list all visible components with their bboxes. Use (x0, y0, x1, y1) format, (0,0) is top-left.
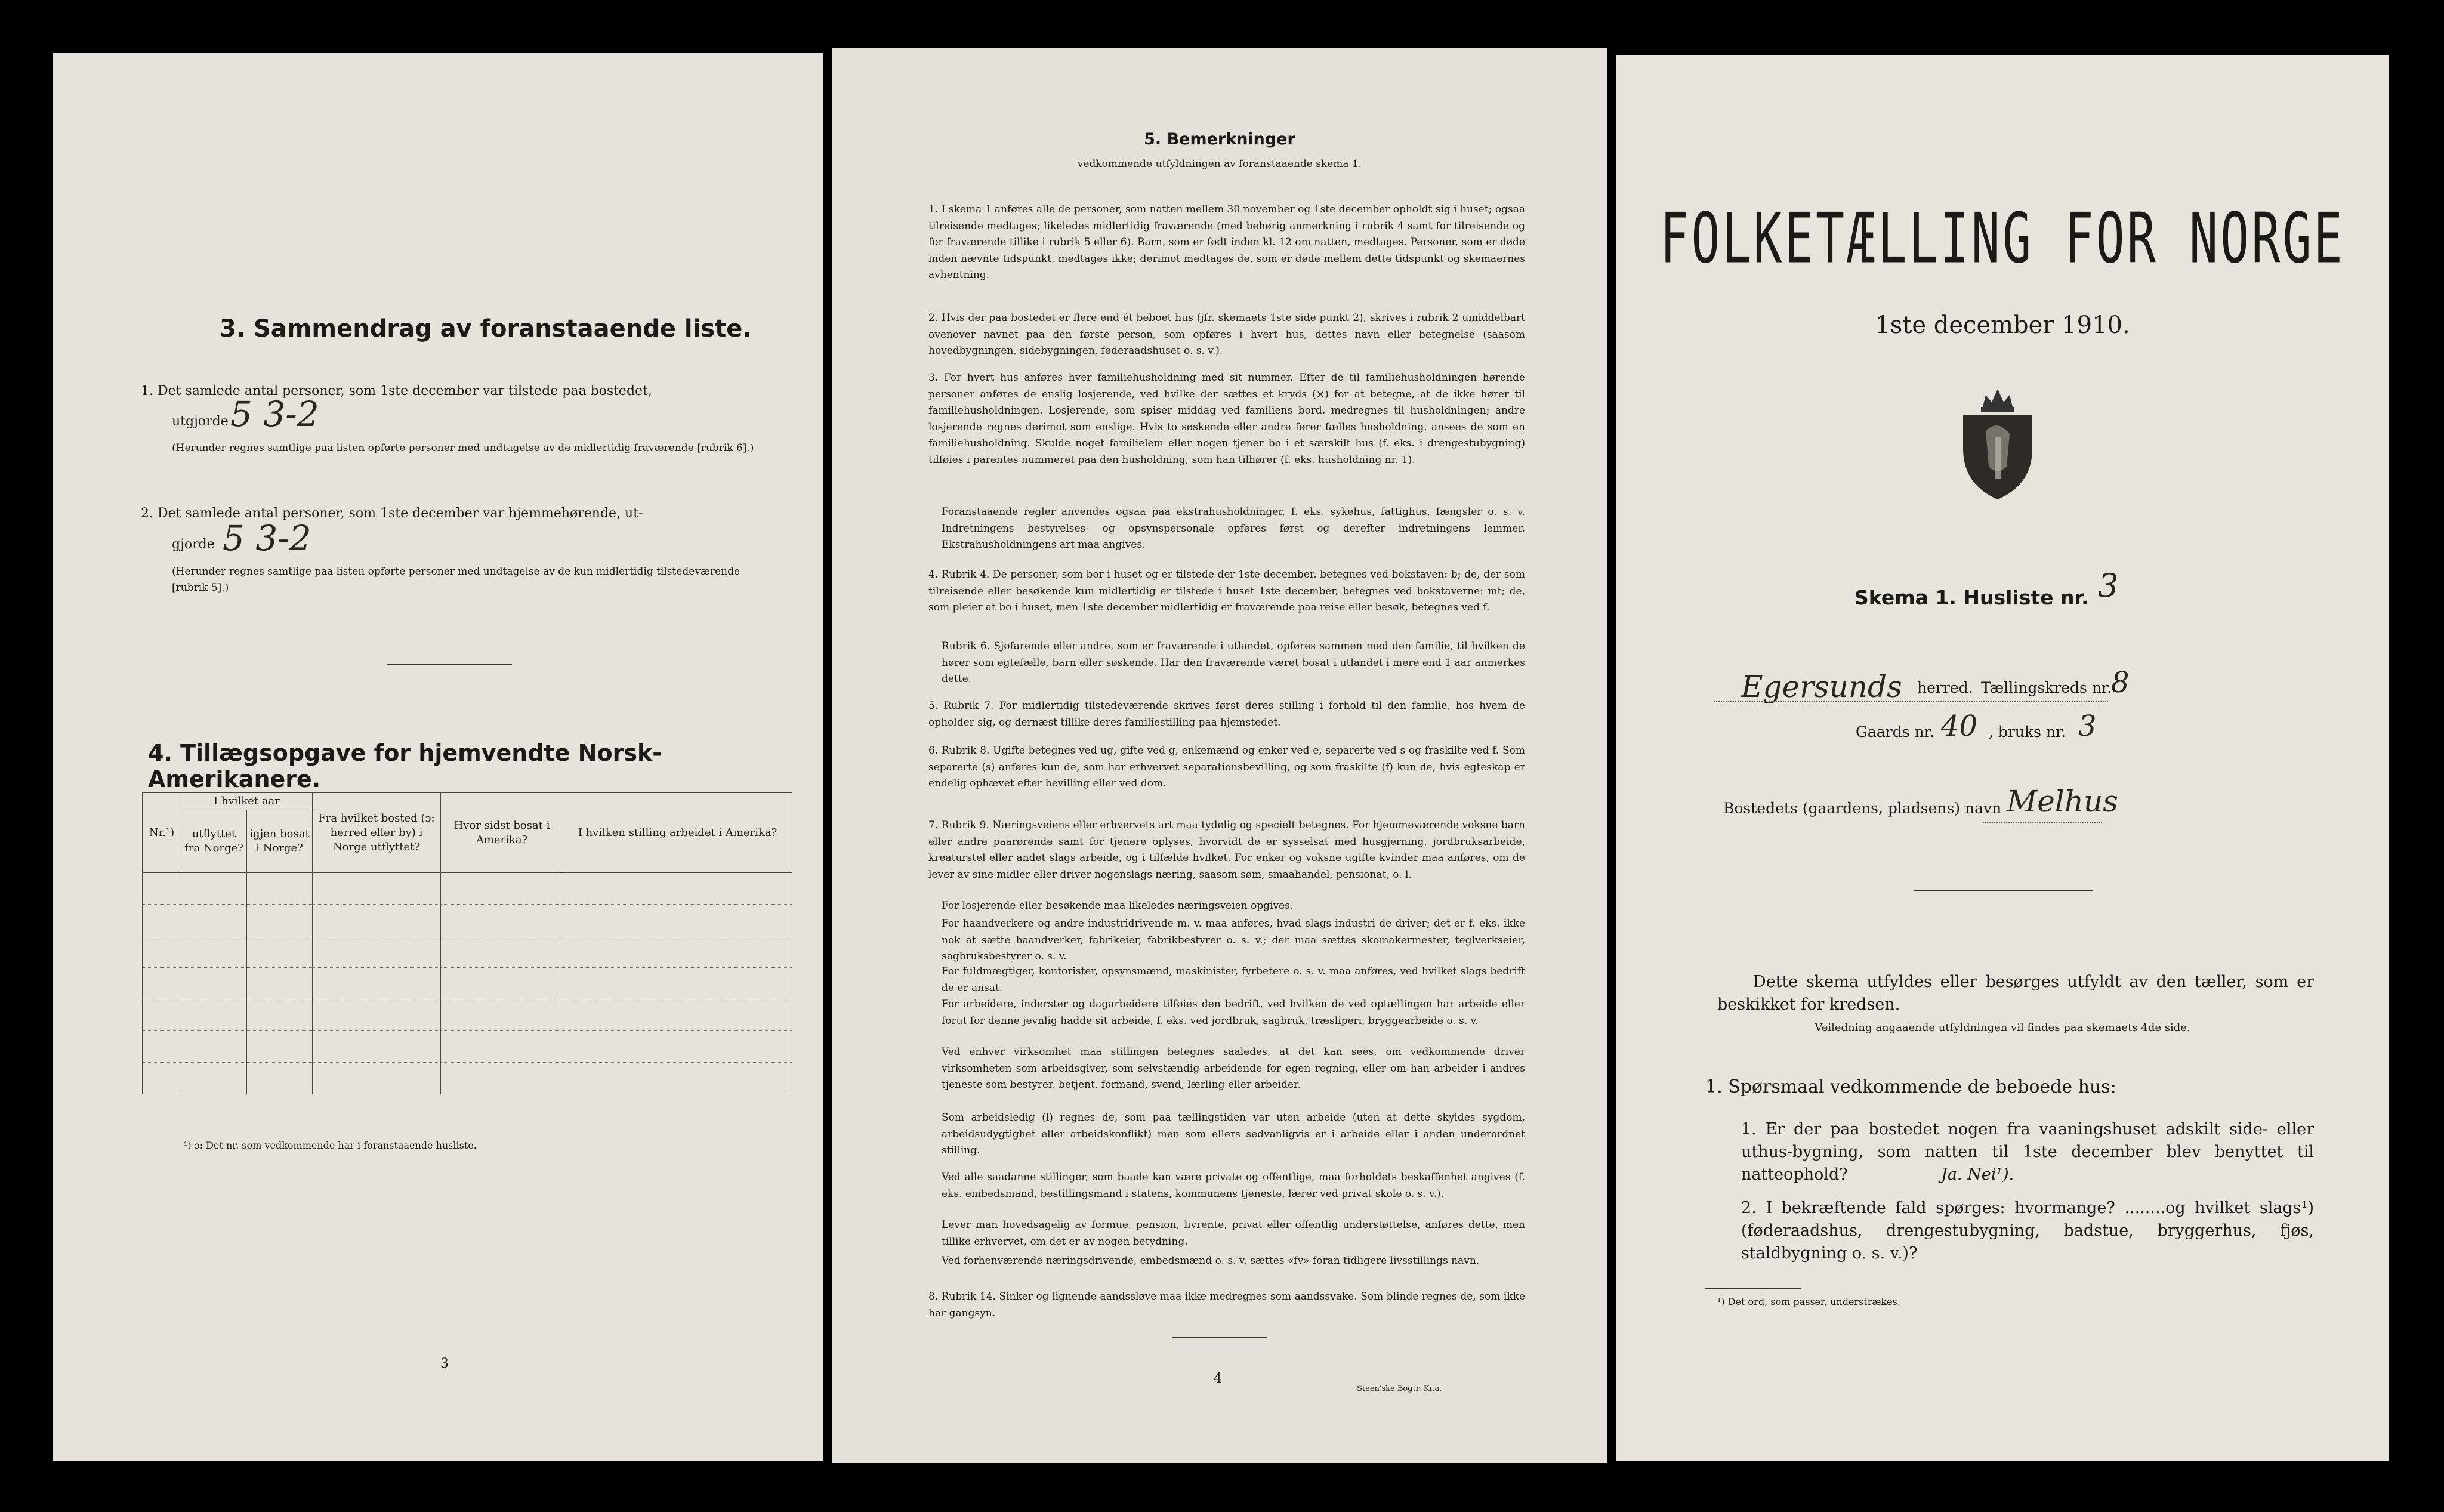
remark-7d: For fuldmægtiger, kontorister, opsynsmænd, maskinister, fyrbetere o. s. v. maa anføres, ved hvilket slags bedrift de er ansat. (942, 965, 1525, 994)
col-nr: Nr.¹) (143, 793, 181, 873)
divider (1172, 1337, 1267, 1338)
question-1: 1. Er der paa bostedet nogen fra vaaningshuset adskilt side- eller uthus-bygning, som natten til 1ste december blev benyttet til natteophold? (1741, 1120, 2314, 1184)
table-row (143, 905, 792, 936)
col-utflyttet: utflyttet fra Norge? (181, 810, 247, 873)
item2-value: 5 3-2 (223, 518, 311, 558)
item2-label: gjorde (172, 537, 215, 552)
remark-7j: Ved forhenværende næringsdrivende, embedsmænd o. s. v. sættes «fv» foran tidligere livsstillings navn. (942, 1255, 1480, 1267)
norway-coat-of-arms-icon (1950, 377, 2045, 502)
col-stilling: I hvilken stilling arbeidet i Amerika? (563, 793, 792, 873)
gaards-nr: 40 (1941, 709, 1978, 743)
remark-4b: Rubrik 6. Sjøfarende eller andre, som er fraværende i utlandet, opføres sammen med den familie, til hvilken de hører som egtefælle, barn eller søskende. Har den fraværende været bosat i utlandet i mere end 1 aar anmerkes dette. (942, 640, 1525, 685)
remarks-subtitle: vedkommende utfyldningen av foranstaaende skema 1. (1077, 158, 1362, 170)
item1-note: (Herunder regnes samtlige paa listen opførte personer med undtagelse av de midlertidig fraværende [rubrik 6].) (172, 442, 754, 454)
footnote: ¹) Det ord, som passer, understrækes. (1717, 1296, 1900, 1307)
item2-note: (Herunder regnes samtlige paa listen opførte personer med undtagelse av de kun midlertidig tilstedeværende [rubrik 5].) (172, 566, 740, 594)
section3-title: 3. Sammendrag av foranstaaende liste. (220, 315, 752, 342)
table-row (143, 999, 792, 1031)
bosted-value: Melhus (2007, 784, 2118, 819)
remark-7e: For arbeidere, inderster og dagarbeidere tilføies den bedrift, ved hvilken de ved optællingen har arbeide eller forut for denne jevnlig hadde sit arbeide, f. eks. ved jordbruk, sagbruk, træsliperi, bryggearbeide o. s. v. (942, 998, 1525, 1027)
bruks-nr: 3 (2078, 709, 2097, 743)
bosted-dotted-line (1983, 822, 2102, 823)
remark-5: 5. Rubrik 7. For midlertidig tilstedeværende skrives først deres stilling i forhold til den familie, hos hvem de opholder sig, og dernæst tillike deres familiestilling paa hjemstedet. (928, 700, 1525, 729)
remark-7c: For haandverkere og andre industridrivende m. v. maa anføres, hvad slags industri de driver; det er f. eks. ikke nok at sætte haandverker, fabrikeier, fabrikbestyrer o. s. v.; der maa sættes skomakermester, teglverkseier, sagbruksbestyrer o. s. v. (942, 918, 1525, 962)
gaards-label: Gaards nr. (1856, 723, 1934, 740)
col-bosat: igjen bosat i Norge? (247, 810, 313, 873)
item1-value: 5 3-2 (230, 394, 319, 434)
intro-note: Veiledning angaaende utfyldningen vil findes paa skemaets 4de side. (1815, 1022, 2190, 1034)
remark-7g: Som arbeidsledig (l) regnes de, som paa tællingstiden var uten arbeide (uten at dette skyldes sygdom, arbeidsudygtighet eller arbeidskonflikt) men som ellers sedvanligvis er i arbeide eller i anden underordnet stilling. (942, 1112, 1525, 1156)
husliste-nr: 3 (2098, 567, 2119, 604)
ornament-divider (1914, 890, 2093, 891)
page-left (53, 53, 823, 1461)
divider (387, 664, 512, 665)
remark-2: 2. Hvis der paa bostedet er flere end ét beboet hus (jfr. skemaets 1ste side punkt 2), skrives i rubrik 2 umiddelbart ovenover navnet paa den første person, som opføres i hvert hus, dettes navn eller betegnelse (saasom hovedbygningen, sidebygningen, føderaadshuset o. s. v.). (928, 312, 1525, 357)
remark-1: 1. I skema 1 anføres alle de personer, som natten mellem 30 november og 1ste december opholdt sig i huset; ogsaa tilreisende medtages; likeledes midlertidig fraværende (med behørig anmerkning i rubrik 4 samt for tilreisende og for fraværende tillike i rubrik 5 eller 6). Barn, som er født inden kl. 12 om natten, medtages. Personer, som er døde inden nævnte tidspunkt, medtages ikke; derimot medtages de, som er døde mellem dette tidspunkt og skemaernes avhentning. (928, 203, 1525, 281)
item2-text: 2. Det samlede antal personer, som 1ste december var hjemmehørende, ut- (141, 506, 643, 521)
footnote-divider (1705, 1288, 1801, 1289)
census-date: 1ste december 1910. (1875, 311, 2130, 339)
page-number: 3 (440, 1356, 449, 1371)
remark-6: 6. Rubrik 8. Ugifte betegnes ved ug, gifte ved g, enkemænd og enker ved e, separerte ved s og fraskilte ved f. Som separerte (s) anføres kun de, som har erhvervet separationsbevilling, og som fraskilte (f) kun de, hvis egteskap er endelig ophævet efter bevilling eller ved dom. (928, 745, 1525, 789)
remark-7: 7. Rubrik 9. Næringsveiens eller erhvervets art maa tydelig og specielt betegnes. For hjemmeværende voksne barn eller andre paarørende samt for tjenere oplyses, hvorvidt de er sysselsat med husgjerning, jordbruksarbeide, kreaturstel eller andet slags arbeide, og i tilfælde hvilket. For enker og voksne ugifte kvinder maa anføres, om de lever av sine midler eller driver nogenslags næring, saasom søm, smaahandel, pensionat, o. l. (928, 819, 1525, 881)
remark-7h: Ved alle saadanne stillinger, som baade kan være private og offentlige, maa forholdets beskaffenhet angives (f. eks. embedsmand, bestillingsmand i statens, kommunens tjeneste, lærer ved privat skole o. s. v.). (942, 1171, 1525, 1200)
table-footnote: ¹) ᴐ: Det nr. som vedkommende har i foranstaaende husliste. (184, 1140, 477, 1151)
table-row (143, 936, 792, 968)
remarks-title: 5. Bemerkninger (1144, 130, 1295, 149)
page-middle (832, 48, 1607, 1463)
col-hvilket-aar: I hvilket aar (181, 793, 313, 810)
col-fra-hvilket: Fra hvilket bosted (ᴐ: herred eller by) i Norge utflyttet? (313, 793, 441, 873)
main-title: FOLKETÆLLING FOR NORGE (1660, 198, 2345, 279)
herred-dotted-line (1714, 701, 2108, 703)
printer-mark: Steen'ske Bogtr. Kr.a. (1357, 1384, 1442, 1393)
remark-8: 8. Rubrik 14. Sinker og lignende aandssløve maa ikke medregnes som aandssvake. Som blinde regnes de, som ikke har gangsyn. (928, 1291, 1525, 1319)
herred-label: herred. (1917, 679, 1973, 696)
bruks-label: , bruks nr. (1989, 723, 2066, 740)
item1-label: utgjorde (172, 414, 229, 429)
herred-value: Egersunds (1741, 669, 1902, 704)
kreds-label: Tællingskreds nr. (1981, 679, 2112, 696)
question-2: 2. I bekræftende fald spørges: hvormange? ........og hvilket slags¹) (føderaadshus, drengestubygning, badstue, bryggerhus, fjøs, staldbygning o. s. v.)? (1741, 1199, 2314, 1263)
intro-text: Dette skema utfyldes eller besørges utfyldt av den tæller, som er beskikket for kredsen. (1717, 973, 2314, 1014)
table-row (143, 968, 792, 999)
questions-heading: 1. Spørsmaal vedkommende de beboede hus: (1705, 1076, 2116, 1097)
page-number: 4 (1214, 1371, 1222, 1386)
page-right (1616, 55, 2389, 1461)
remark-7b: For losjerende eller besøkende maa likeledes næringsveien opgives. (942, 900, 1294, 912)
question-1-answer: Ja. Nei¹). (1941, 1165, 2014, 1184)
remark-7i: Lever man hovedsagelig av formue, pension, livrente, privat eller offentlig understøttelse, anføres dette, men tillike erhvervet, om det er av nogen betydning. (942, 1219, 1525, 1248)
norsk-amerikanere-table (142, 792, 792, 1094)
section4-title: 4. Tillægsopgave for hjemvendte Norsk-Amerikanere. (148, 740, 662, 792)
bosted-label: Bostedets (gaardens, pladsens) navn (1723, 800, 2002, 817)
table-row (143, 873, 792, 905)
remark-3b: Foranstaaende regler anvendes ogsaa paa ekstrahusholdninger, f. eks. sykehus, fattighus, fængsler o. s. v. Indretningens bestyrelses- og opsynspersonale opføres først og derefter indretningens lemmer. Ekstrahusholdningens art maa angives. (942, 506, 1525, 551)
table-row (143, 1031, 792, 1063)
remark-3: 3. For hvert hus anføres hver familiehusholdning med sit nummer. Efter de til familiehusholdningen hørende personer anføres de enslig losjerende, ved hvilke der sættes et kryds (×) for at betegne, at de ikke hører til familiehusholdningen. Losjerende, som spiser middag ved familiens bord, medregnes til husholdningen; andre losjerende regnes derimot som enslige. Hvis to søskende eller andre fører fælles husholdning, ansees de som en familiehusholdning. Skulde noget familielem eller nogen tjener bo i et særskilt hus (f. eks. i drengestubygning) tilføies i parentes nummeret paa den husholdning, som han tilhører (f. eks. husholdning nr. 1). (928, 372, 1525, 466)
remark-7f: Ved enhver virksomhet maa stillingen betegnes saaledes, at det kan sees, om vedkommende driver virksomheten som arbeidsgiver, som selvstændig arbeidende for egen regning, eller om han arbeider i andres tjeneste som bestyrer, betjent, formand, svend, lærling eller arbeider. (942, 1046, 1525, 1091)
kreds-nr: 8 (2111, 666, 2130, 699)
table-row (143, 1063, 792, 1094)
item1-text: 1. Det samlede antal personer, som 1ste december var tilstede paa bostedet, (141, 384, 652, 399)
col-hvor-sidst: Hvor sidst bosat i Amerika? (441, 793, 563, 873)
remark-4: 4. Rubrik 4. De personer, som bor i huset og er tilstede der 1ste december, betegnes ved bokstaven: b; de, der som tilreisende eller besøkende kun midlertidig er tilstede i huset 1ste december, betegnes ved bokstaverne: mt; de, som pleier at bo i huset, men 1ste december midlertidig er fraværende paa reise eller besøk, betegnes ved f. (928, 569, 1525, 613)
skema-label: Skema 1. Husliste nr. (1854, 586, 2089, 609)
